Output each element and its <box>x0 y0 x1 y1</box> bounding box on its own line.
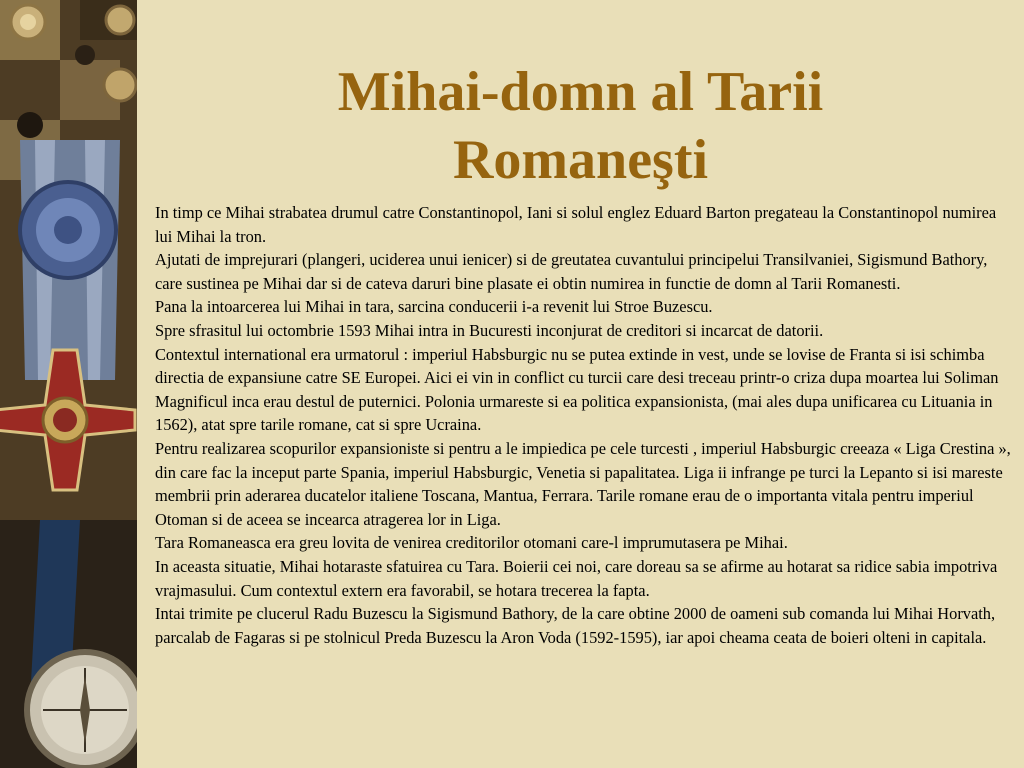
paragraph: Pentru realizarea scopurilor expansioniste si pentru a le impiedica pe cele turcesti , imperiul Habsburgic creeaza « Liga Crestina », din care fac la inceput parte Spania, imperiul Habsburgic, Venetia si papalitatea. Liga ii infrange pe turci la Lepanto si isi mareste membrii prin aderarea ducatelor italiene Toscana, Mantua, Ferrara. Tarile romane erau de o importanta vitala pentru imperiul Otoman si de aceea se incearca atragerea lor in Liga. <box>155 438 1011 529</box>
page-title <box>137 58 1024 194</box>
paragraph: Contextul international era urmatorul : imperiul Habsburgic nu se putea extinde in vest, unde se lovise de Franta si isi schimba directia de expansiune catre SE Europei. Aici ei vin in conflict cu turcii care desi treceau printr-o criza dupa moartea lui Soliman Magnificul inca erau destul de puternici. Polonia urmareste si ea politica expansionista, (mai ales dupa unificarea cu Lituania in 1562), atat spre tarile romane, cat si spre Ucraina. <box>155 344 999 435</box>
title-line-2: Romaneşti <box>452 129 709 191</box>
paragraph: Intai trimite pe clucerul Radu Buzescu la Sigismund Bathory, de la care obtine 2000 de oameni sub comanda lui Mihai Horvath, parcalab de Fagaras si pe stolnicul Preda Buzescu la Aron Voda (1592-1595), iar apoi cheama ceata de boieri olteni in capitala. <box>155 604 996 647</box>
paragraph: In timp ce Mihai strabatea drumul catre Constantinopol, Iani si solul englez Eduard Barton pregateau la Constantinopol numirea lui Mihai la tron. <box>155 203 997 246</box>
paragraph: Ajutati de imprejurari (plangeri, uciderea unui ienicer) si de greutatea cuvantului principelui Transilvaniei, Sigismund Bathory, care sustinea pe Mihai dar si de cateva daruri bine plasate ei obtin numirea in functie de domn al Tarii Romanesti. <box>155 250 988 293</box>
body-text <box>155 201 1017 649</box>
medals-illustration <box>0 0 137 768</box>
paragraph: In aceasta situatie, Mihai hotaraste sfatuirea cu Tara. Boierii cei noi, care doreau sa se afirme au hotarat sa ridice sabia impotriva vrajmasului. Cum contextul extern era favorabil, se hotara trecerea la fapta. <box>155 556 998 600</box>
paragraph: Spre sfrasitul lui octombrie 1593 Mihai intra in Bucuresti inconjurat de creditori si incarcat de datorii. <box>155 320 824 340</box>
paragraph: Tara Romaneasca era greu lovita de venirea creditorilor otomani care-l imprumutasera pe Mihai. <box>155 533 788 553</box>
title-line-1: Mihai-domn al Tarii <box>337 61 824 123</box>
paragraph: Pana la intoarcerea lui Mihai in tara, sarcina conducerii i-a revenit lui Stroe Buzescu. <box>155 297 713 317</box>
decorative-sidebar-image <box>0 0 137 768</box>
